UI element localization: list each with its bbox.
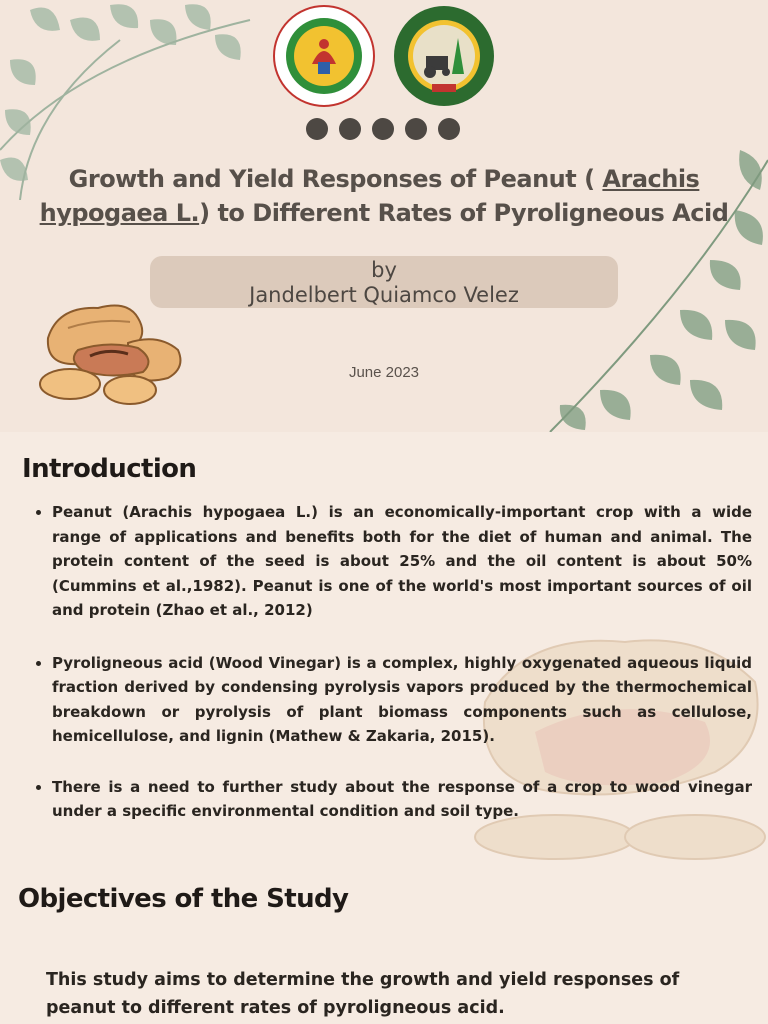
objectives-text: This study aims to determine the growth and yield responses of peanut to different rates of pyroligneous acid. — [46, 970, 680, 1018]
scientific-name: Arachis hypogaea L. — [39, 165, 700, 227]
author-by-label: by — [371, 258, 397, 282]
title-part-2: ) to Different Rates of Pyroligneous Acid — [199, 199, 729, 227]
list-item: • There is a need to further study about the response of a crop to wood vinegar under a specific environmental condition and soil type. — [52, 775, 752, 824]
author-box — [150, 256, 618, 308]
slide-dot — [339, 118, 361, 140]
university-logo — [272, 4, 376, 108]
peanut-illustration — [38, 298, 188, 410]
slide-dot — [405, 118, 427, 140]
introduction-list — [30, 500, 752, 824]
slide-dot — [306, 118, 328, 140]
slide-dot — [372, 118, 394, 140]
objectives-heading: Objectives of the Study — [18, 884, 349, 914]
slide-indicator — [306, 118, 460, 140]
date: June 2023 — [348, 364, 420, 381]
introduction-heading: Introduction — [22, 454, 197, 484]
poster-title — [30, 162, 738, 230]
title-part-1: Growth and Yield Responses of Peanut ( — [68, 165, 603, 193]
list-item: • Pyroligneous acid (Wood Vinegar) is a complex, highly oxygenated aqueous liquid fraction derived by condensing pyrolysis vapors produced by the thermochemical breakdown or pyrolysis of plant biomass components such as cellulose, hemicellulose, and lignin (Mathew & Zakaria, 2015). — [52, 651, 752, 749]
college-logo — [392, 4, 496, 108]
list-item: • Peanut (Arachis hypogaea L.) is an economically-important crop with a wide range of applications and benefits both for the diet of human and animal. The protein content of the seed is about 25% and the oil content is about 50% (Cummins et al.,1982). Peanut is one of the world's most important sources of oil and protein (Zhao et al., 2012) — [52, 500, 752, 623]
slide-dot — [438, 118, 460, 140]
author-name: Jandelbert Quiamco Velez — [249, 283, 519, 307]
